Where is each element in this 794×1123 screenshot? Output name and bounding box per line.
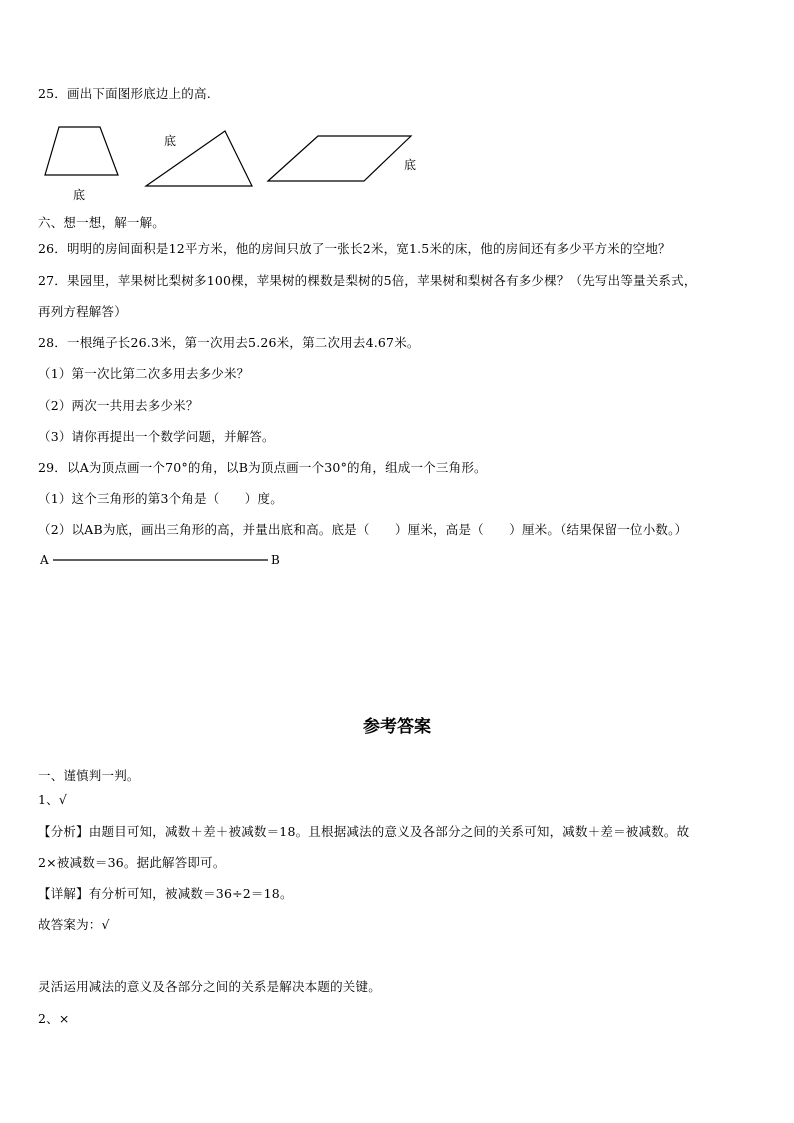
q28-part2: （2）两次一共用去多少米？ (38, 398, 199, 413)
answer-1-comment: 灵活运用减法的意义及各部分之间的关系是解决本题的关键。 (38, 979, 381, 994)
q29-part2: （2）以AB为底，画出三角形的高，并量出底和高。底是（ ）厘米，高是（ ）厘米。（结果保留一位小数。） (38, 522, 688, 537)
trapezoid-shape (45, 127, 118, 175)
point-a-label: A (40, 553, 49, 567)
answer-title: 参考答案 (363, 717, 431, 737)
triangle-shape (146, 131, 252, 186)
q28-part1: （1）第一次比第二次多用去多少米？ (38, 366, 250, 381)
answer-1-detail: 【详解】有分析可知，被减数＝36÷2＝18。 (38, 886, 293, 901)
q28-stem: 28．一根绳子长26.3米，第一次用去5.26米，第二次用去4.67米。 (38, 335, 420, 350)
trapezoid-base-label: 底 (73, 188, 86, 202)
triangle-base-label: 底 (164, 134, 177, 148)
q29-part1: （1）这个三角形的第3个角是（ ）度。 (38, 491, 283, 506)
q27-line2: 再列方程解答） (38, 304, 127, 319)
q29-stem: 29．以A为顶点画一个70°的角，以B为顶点画一个30°的角，组成一个三角形。 (38, 460, 487, 475)
parallelogram-shape (268, 136, 411, 181)
q26-text: 26．明明的房间面积是12平方米，他的房间只放了一张长2米，宽1.5米的床，他的房间还有多少平方米的空地？ (38, 241, 671, 256)
answer-2: 2、× (38, 1011, 70, 1026)
answer-1-conclusion: 故答案为：√ (38, 917, 110, 932)
q25-title: 25．画出下面图形底边上的高. (38, 86, 211, 101)
parallelogram-base-label: 底 (404, 158, 417, 172)
q28-part3: （3）请你再提出一个数学问题，并解答。 (38, 429, 275, 444)
q27-line1: 27．果园里，苹果树比梨树多100棵，苹果树的棵数是梨树的5倍，苹果树和梨树各有多少棵？（先写出等量关系式， (38, 273, 697, 288)
answer-1: 1、√ (38, 792, 68, 807)
answer-1-analysis-line2: 2×被减数＝36。据此解答即可。 (38, 855, 226, 870)
answers-section1: 一、谨慎判一判。 (38, 768, 140, 783)
section6-heading: 六、想一想，解一解。 (38, 215, 166, 230)
answer-1-analysis-line1: 【分析】由题目可知，减数＋差＋被减数＝18。且根据减法的意义及各部分之间的关系可知，减数＋差＝被减数。故 (38, 824, 690, 839)
point-b-label: B (271, 553, 280, 567)
